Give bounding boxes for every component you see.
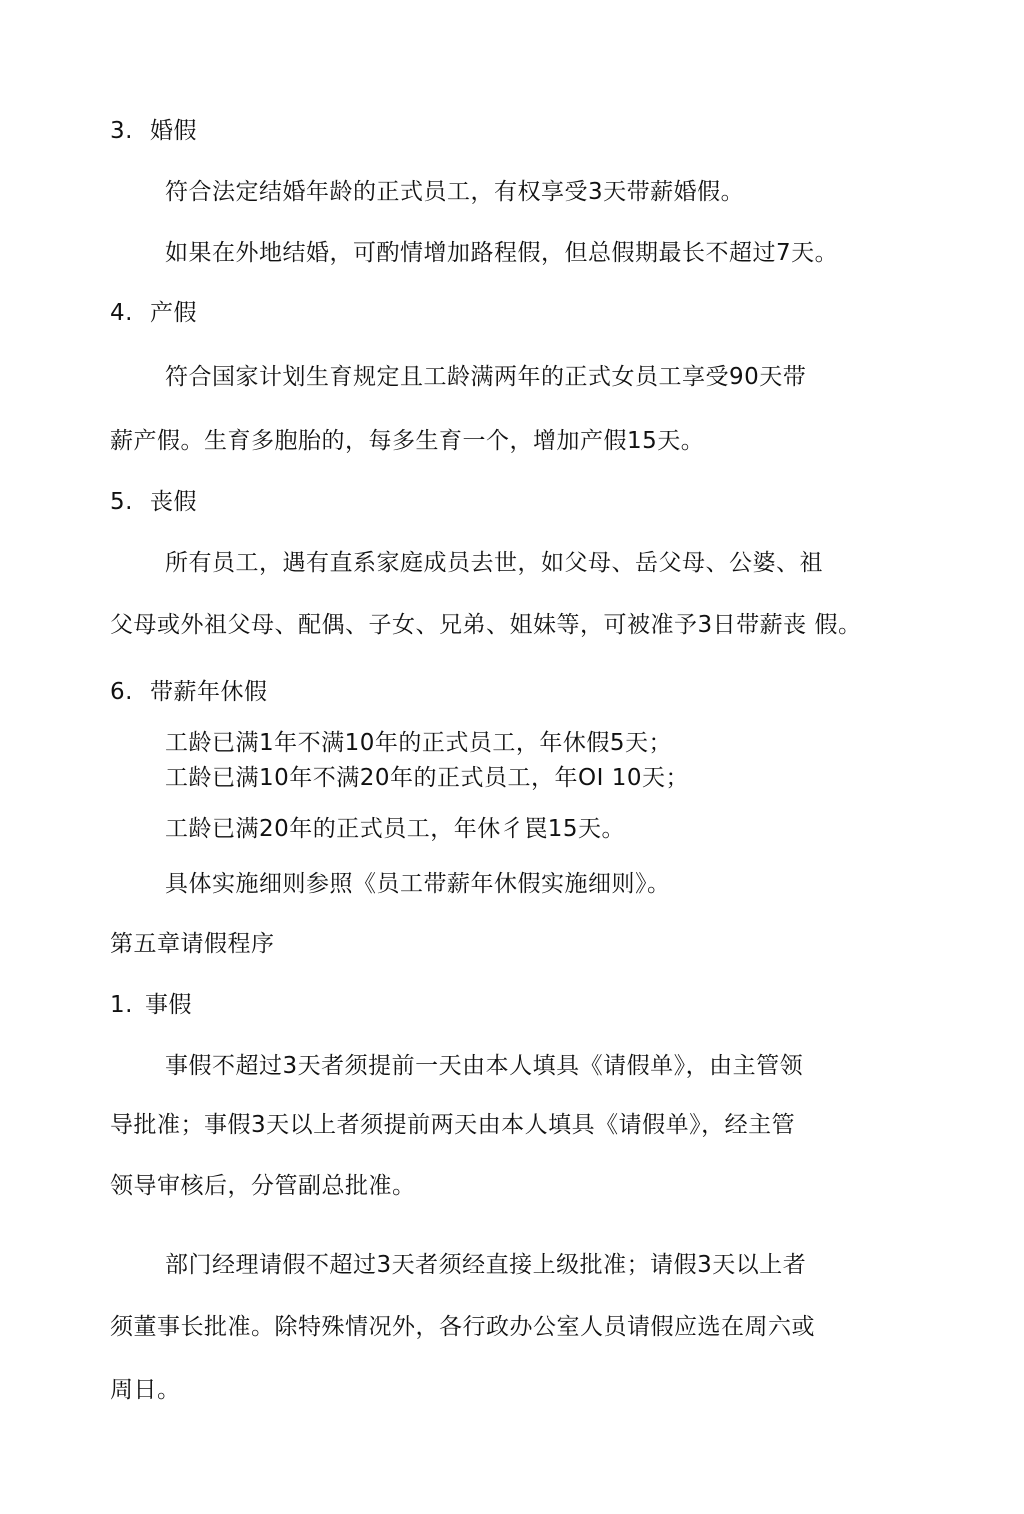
section-heading-annual-leave xyxy=(110,677,268,707)
paragraph-line: 所有员工，遇有直系家庭成员去世，如父母、岳父母、公婆、祖 xyxy=(165,550,823,576)
paragraph-line: 工龄已满20年的正式员工，年休彳罠15天。 xyxy=(165,816,626,842)
section-title: 产假 xyxy=(150,300,197,326)
section-heading-marriage-leave xyxy=(110,116,197,146)
paragraph-line: 工龄已满10年不满20年的正式员工，年OI 10天； xyxy=(165,765,689,791)
section-heading-bereavement-leave xyxy=(110,487,197,517)
paragraph-line: 父母或外祖父母、配偶、子女、兄弟、姐妹等，可被准予3日带薪丧 假。 xyxy=(110,612,862,638)
paragraph-line: 薪产假。生育多胞胎的，每多生育一个，增加产假15天。 xyxy=(110,428,705,454)
chapter-title: 第五章请假程序 xyxy=(110,931,275,957)
paragraph-line: 如果在外地结婚，可酌情增加路程假，但总假期最长不超过7天。 xyxy=(165,240,839,266)
section-number: 3. xyxy=(110,118,133,144)
paragraph-line: 符合国家计划生育规定且工龄满两年的正式女员工享受90天带 xyxy=(165,364,807,390)
paragraph-line: 事假不超过3天者须提前一天由本人填具《请假单》，由主管领 xyxy=(165,1053,804,1079)
paragraph-line: 周日。 xyxy=(110,1377,181,1403)
paragraph-line: 具体实施细则参照《员工带薪年休假实施细则》。 xyxy=(165,871,671,897)
section-title: 事假 xyxy=(145,992,192,1018)
paragraph-line: 导批准；事假3天以上者须提前两天由本人填具《请假单》，经主管 xyxy=(110,1112,796,1138)
section-number: 6. xyxy=(110,679,133,705)
section-number: 5. xyxy=(110,489,133,515)
paragraph-line: 工龄已满1年不满10年的正式员工，年休假5天； xyxy=(165,730,673,756)
paragraph-line: 部门经理请假不超过3天者须经直接上级批准；请假3天以上者 xyxy=(165,1252,807,1278)
paragraph-line: 领导审核后，分管副总批准。 xyxy=(110,1173,416,1199)
paragraph-line: 须董事长批准。除特殊情况外，各行政办公室人员请假应选在周六或 xyxy=(110,1314,815,1340)
section-title: 婚假 xyxy=(150,118,197,144)
section-title: 带薪年休假 xyxy=(150,679,268,705)
section-heading-maternity-leave xyxy=(110,298,197,328)
section-title: 丧假 xyxy=(150,489,197,515)
section-number: 1. xyxy=(110,992,133,1018)
section-number: 4. xyxy=(110,300,133,326)
section-heading-personal-leave xyxy=(110,990,192,1020)
paragraph-line: 符合法定结婚年龄的正式员工，有权享受3天带薪婚假。 xyxy=(165,179,745,205)
